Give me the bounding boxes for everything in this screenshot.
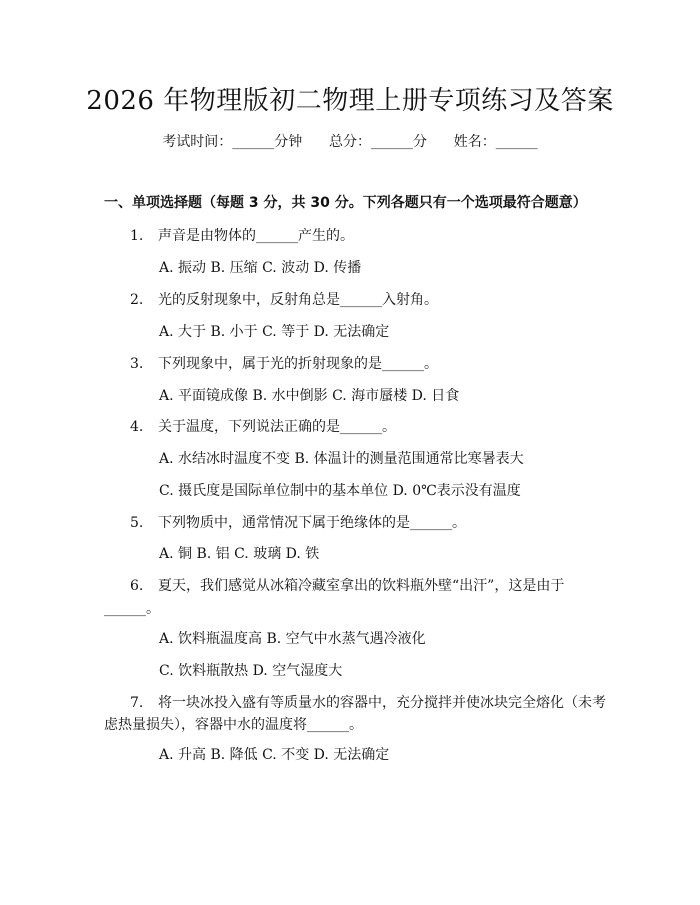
question-4 <box>130 416 396 436</box>
question-number: 6. <box>130 578 144 594</box>
question-4-options-line-2: C. 摄氏度是国际单位制中的基本单位 D. 0℃表示没有温度 <box>159 483 521 499</box>
question-7-options: A. 升高 B. 降低 C. 不变 D. 无法确定 <box>159 747 390 763</box>
question-text: 声音是由物体的______产生的。 <box>158 228 354 244</box>
exam-time-label: 考试时间：______分钟 <box>162 134 303 150</box>
question-number: 2. <box>130 292 144 308</box>
question-number: 4. <box>130 419 144 435</box>
question-2 <box>130 289 438 309</box>
question-text: 关于温度，下列说法正确的是______。 <box>158 419 396 435</box>
name-label: 姓名：______ <box>453 134 538 150</box>
page-title: 2026 年物理版初二物理上册专项练习及答案 <box>86 86 614 116</box>
question-number: 3. <box>130 356 144 372</box>
question-number: 7. <box>130 695 144 711</box>
section-heading: 一、单项选择题（每题 3 分，共 30 分。下列各题只有一个选项最符合题意） <box>104 195 587 211</box>
question-number: 1. <box>130 228 144 244</box>
question-6-continuation: ______。 <box>104 601 160 617</box>
question-4-options-line-1: A. 水结冰时温度不变 B. 体温计的测量范围通常比寒暑表大 <box>159 451 524 467</box>
question-5-options: A. 铜 B. 铝 C. 玻璃 D. 铁 <box>159 546 320 562</box>
question-7-continuation: 虑热量损失），容器中水的温度将______。 <box>104 717 363 733</box>
question-3-options: A. 平面镜成像 B. 水中倒影 C. 海市蜃楼 D. 日食 <box>159 388 460 404</box>
question-text: 光的反射现象中，反射角总是______入射角。 <box>158 292 438 308</box>
question-1 <box>130 225 354 245</box>
exam-info-line <box>0 131 700 151</box>
question-1-options: A. 振动 B. 压缩 C. 波动 D. 传播 <box>159 260 362 276</box>
question-3 <box>130 353 438 373</box>
question-text: 下列物质中，通常情况下属于绝缘体的是______。 <box>158 515 466 531</box>
question-5 <box>130 512 466 532</box>
question-6 <box>130 575 564 595</box>
question-2-options: A. 大于 B. 小于 C. 等于 D. 无法确定 <box>159 324 390 340</box>
question-number: 5. <box>130 515 144 531</box>
question-text: 夏天，我们感觉从冰箱冷藏室拿出的饮料瓶外壁“出汗”，这是由于 <box>158 578 565 594</box>
question-6-options-line-2: C. 饮料瓶散热 D. 空气湿度大 <box>159 663 343 679</box>
total-score-label: 总分：______分 <box>329 134 427 150</box>
question-text: 将一块冰投入盛有等质量水的容器中，充分搅拌并使冰块完全熔化（未考 <box>158 695 606 711</box>
question-6-options-line-1: A. 饮料瓶温度高 B. 空气中水蒸气遇冷液化 <box>159 631 426 647</box>
question-text: 下列现象中，属于光的折射现象的是______。 <box>158 356 438 372</box>
question-7 <box>130 692 606 712</box>
